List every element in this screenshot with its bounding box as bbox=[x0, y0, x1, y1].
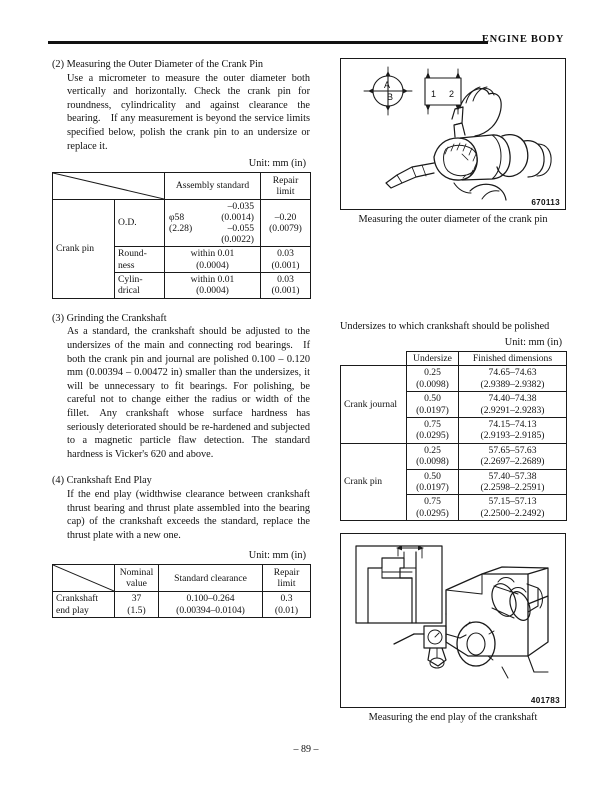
nominal-value-in: (1.5) bbox=[127, 604, 146, 616]
col-header-repair-limit: Repair limit bbox=[263, 565, 311, 592]
cylindrical-assembly-value-in: (0.0004) bbox=[196, 285, 229, 297]
undersize-value-in: (0.0197) bbox=[416, 404, 449, 416]
figure-crank-pin-measurement bbox=[340, 58, 566, 210]
repair-limit-value-in: (0.01) bbox=[274, 604, 299, 616]
table-corner-diagonal bbox=[53, 173, 165, 200]
section-4-heading: (4) Crankshaft End Play bbox=[52, 475, 152, 487]
row-item-roundness: Round- ness bbox=[115, 247, 165, 273]
table-header-row bbox=[53, 173, 311, 200]
section-3-body: As a standard, the crankshaft should be adjusted to the undersizes of the main and connecting rod bearings. If both the crank pin and journal are polished 0.100 – 0.120 mm (0.00394 – 0.00472 in) smaller than the undersizes, it will be unnecessary to fit bearings. For polishing, be careful not to change either the radius or width of the fillet. Any crankshaft whose surface hardness has seriously deteriorated should be re-hardened and subjected to a magnetic particle flaw detection. The standard hardness is Vicker's 620 and above. bbox=[67, 326, 310, 460]
cell-od-assembly-standard bbox=[165, 200, 261, 247]
cell-undersize bbox=[407, 443, 459, 469]
cell-nominal bbox=[115, 592, 159, 618]
section-4-body: If the end play (widthwise clearance between crankshaft thrust bearing and thrust plate assembled into the bearing cap) of the crankshaft exceeds the standard, replace the thrust plate with a new one. bbox=[67, 488, 310, 541]
table-header-row bbox=[341, 352, 567, 366]
cell-finished bbox=[459, 469, 567, 495]
row-item-cylindrical: Cylin- drical bbox=[115, 272, 165, 298]
figure1-label-1: 1 bbox=[431, 89, 437, 99]
undersize-table-unit-label: Unit: mm (in) bbox=[504, 337, 562, 348]
cell-undersize bbox=[407, 469, 459, 495]
roundness-assembly-value: within 0.01 bbox=[190, 248, 235, 260]
row-group-label-crank-journal: Crank journal bbox=[341, 366, 407, 443]
roundness-repair-value: 0.03 bbox=[277, 248, 294, 260]
finished-value-in: (2.9291–2.9283) bbox=[480, 404, 545, 416]
table-row bbox=[53, 200, 311, 247]
col-header-finished-dimensions: Finished dimensions bbox=[459, 352, 567, 366]
finished-value: 74.65–74.63 bbox=[488, 367, 537, 379]
finished-value: 57.40–57.38 bbox=[488, 470, 537, 482]
row-group-label-crank-pin: Crank pin bbox=[341, 443, 407, 520]
table-header-row bbox=[53, 565, 311, 592]
undersize-value: 0.75 bbox=[424, 496, 441, 508]
cell-cylindrical-repair bbox=[261, 272, 311, 298]
page-title: ENGINE BODY bbox=[481, 34, 564, 45]
section-4 bbox=[52, 474, 310, 542]
undersize-value: 0.25 bbox=[424, 367, 441, 379]
col-header-repair-limit: Repair limit bbox=[261, 173, 311, 200]
figure2-caption: Measuring the end play of the crankshaft bbox=[368, 712, 538, 724]
table-corner-diagonal bbox=[53, 565, 115, 592]
header-rule bbox=[48, 41, 488, 44]
table-row bbox=[53, 592, 311, 618]
section-2-body: Use a micrometer to measure the outer diameter both vertically and horizontally. Check the crank pin for roundness, cylindricality and against clearance the bearing. If any measurement is beyond the service limits specified below, polish the crank pin to an undersize or replace it. bbox=[67, 72, 310, 152]
col-header-assembly-standard: Assembly standard bbox=[165, 173, 261, 200]
finished-value-in: (2.9193–2.9185) bbox=[480, 430, 545, 442]
table-row bbox=[341, 443, 567, 469]
row-group-label-crank-pin: Crank pin bbox=[53, 200, 115, 299]
cell-undersize bbox=[407, 366, 459, 392]
cell-standard-clearance bbox=[159, 592, 263, 618]
table-row bbox=[341, 366, 567, 392]
finished-value-in: (2.2697–2.2689) bbox=[480, 456, 545, 468]
end-play-table-unit-label: Unit: mm (in) bbox=[248, 550, 306, 562]
undersize-value-in: (0.0098) bbox=[416, 378, 449, 390]
od-phi: φ58 bbox=[169, 212, 185, 224]
cell-cylindrical-assembly bbox=[165, 272, 261, 298]
cell-undersize bbox=[407, 495, 459, 521]
undersize-value: 0.25 bbox=[424, 444, 441, 456]
cell-finished bbox=[459, 443, 567, 469]
undersize-table-caption: Undersizes to which crankshaft should be polished bbox=[340, 321, 550, 332]
finished-value-in: (2.2500–2.2492) bbox=[480, 507, 545, 519]
od-repair-value-in: (0.0079) bbox=[269, 223, 302, 235]
figure1-label-a: A bbox=[383, 80, 391, 90]
od-repair-value: –0.20 bbox=[274, 211, 297, 223]
cell-finished bbox=[459, 366, 567, 392]
cell-od-repair-limit bbox=[261, 200, 311, 247]
row-item-od: O.D. bbox=[115, 200, 165, 247]
col-header-nominal-value: Nominal value bbox=[115, 565, 159, 592]
od-phi-in: (2.28) bbox=[169, 223, 193, 235]
cell-undersize bbox=[407, 418, 459, 444]
cell-undersize bbox=[407, 392, 459, 418]
standard-clearance-value: 0.100–0.264 bbox=[186, 593, 235, 605]
nominal-value: 37 bbox=[131, 593, 142, 605]
finished-value-in: (2.2598–2.2591) bbox=[480, 482, 545, 494]
cylindrical-repair-value-in: (0.001) bbox=[271, 285, 300, 297]
col-header-undersize: Undersize bbox=[407, 352, 459, 366]
end-play-table bbox=[52, 564, 311, 618]
finished-value-in: (2.9389–2.9382) bbox=[480, 378, 545, 390]
section-2 bbox=[52, 58, 310, 153]
standard-clearance-value-in: (0.00394–0.0104) bbox=[176, 604, 245, 616]
crank-pin-table-unit-label: Unit: mm (in) bbox=[248, 158, 306, 170]
page-number: – 89 – bbox=[293, 744, 319, 755]
figure1-label-b: B bbox=[386, 92, 394, 102]
od-tolerance-upper-in: (0.0014) bbox=[221, 212, 254, 224]
figure2-id-code: 401783 bbox=[530, 696, 560, 706]
section-2-heading: (2) Measuring the Outer Diameter of the Crank Pin bbox=[52, 59, 264, 70]
figure1-id-code: 670113 bbox=[531, 198, 560, 207]
cell-finished bbox=[459, 392, 567, 418]
row-item-crankshaft-end-play: Crankshaft end play bbox=[53, 592, 115, 618]
section-3 bbox=[52, 312, 310, 462]
table-corner-blank bbox=[341, 352, 407, 366]
cell-roundness-repair bbox=[261, 247, 311, 273]
finished-value: 57.15–57.13 bbox=[488, 496, 537, 508]
col-header-standard-clearance: Standard clearance bbox=[159, 565, 263, 592]
undersize-value: 0.75 bbox=[424, 419, 441, 431]
crank-pin-table bbox=[52, 172, 311, 299]
roundness-assembly-value-in: (0.0004) bbox=[196, 259, 229, 271]
figure-end-play-measurement bbox=[340, 533, 566, 708]
undersize-table bbox=[340, 351, 567, 521]
undersize-value-in: (0.0295) bbox=[416, 507, 449, 519]
cell-roundness-assembly bbox=[165, 247, 261, 273]
finished-value: 74.40–74.38 bbox=[488, 393, 537, 405]
figure1-label-2: 2 bbox=[449, 89, 455, 99]
finished-value: 57.65–57.63 bbox=[488, 444, 537, 456]
section-3-heading: (3) Grinding the Crankshaft bbox=[52, 312, 167, 324]
repair-limit-value: 0.3 bbox=[280, 593, 293, 605]
cell-finished bbox=[459, 418, 567, 444]
left-column bbox=[52, 58, 310, 618]
od-tolerance-upper: –0.035 bbox=[227, 201, 254, 213]
undersize-value: 0.50 bbox=[424, 393, 441, 405]
undersize-value-in: (0.0098) bbox=[416, 456, 449, 468]
od-tolerance-lower-in: (0.0022) bbox=[221, 234, 254, 246]
right-column bbox=[340, 58, 566, 731]
finished-value: 74.15–74.13 bbox=[488, 419, 537, 431]
page-header bbox=[48, 34, 564, 54]
undersize-value: 0.50 bbox=[424, 470, 441, 482]
figure1-caption: Measuring the outer diameter of the crank pin bbox=[358, 214, 548, 225]
od-tolerance-lower: –0.055 bbox=[227, 223, 254, 235]
cell-repair-limit bbox=[263, 592, 311, 618]
undersize-value-in: (0.0197) bbox=[416, 482, 449, 494]
cylindrical-repair-value: 0.03 bbox=[277, 273, 294, 285]
cylindrical-assembly-value: within 0.01 bbox=[190, 273, 235, 285]
cell-finished bbox=[459, 495, 567, 521]
undersize-value-in: (0.0295) bbox=[416, 430, 449, 442]
roundness-repair-value-in: (0.001) bbox=[271, 259, 300, 271]
